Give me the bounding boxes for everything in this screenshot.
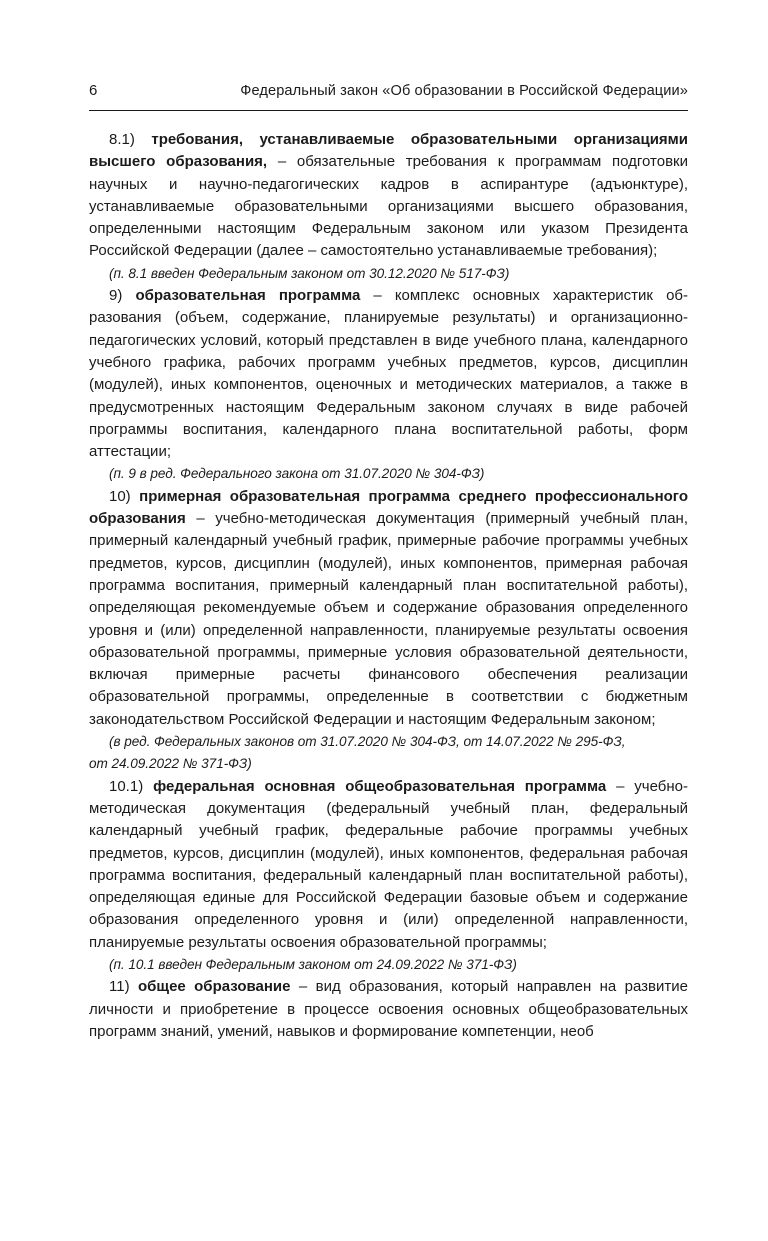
running-title: Федеральный закон «Об образовании в Российской Федерации» [240, 83, 688, 99]
amendment-note-10-line-2: от 24.09.2022 № 371-ФЗ) [89, 756, 252, 772]
item-number-9: 9) [109, 287, 123, 305]
item-term-8-1: требования, устанавливаемые образовательными организациями высшего образования, [89, 131, 689, 171]
paragraph-item-10-1 [89, 776, 688, 954]
paragraph-item-11 [89, 976, 688, 1043]
paragraph-item-9 [89, 285, 688, 463]
text-column [89, 129, 688, 1043]
item-number-10: 10) [109, 487, 131, 505]
item-definition-10: – учебно-методическая документация (примерный учебный план, примерный календарный учебный график, примерные рабочие программы учебных предметов, курсов, дисциплин (модулей), иных компонентов, примерная рабочая программа воспитания, примерный календарный план воспитательной работы), определяющая рекомендуемые объем и содержание образования определенного уровня и (или) определенной направленности, планируемые результаты освоения образовательной программы, примерные условия образовательной деятельности, включая примерные расчеты финансового обеспечения реализации образовательной программы, определенные в соответствии с бюджетным законодательством Российской Федерации и настоящим Федеральным законом; [89, 510, 688, 728]
item-number-11: 11) [109, 978, 130, 996]
amendment-note-8-1: (п. 8.1 введен Федеральным законом от 30.12.2020 № 517-ФЗ) [109, 265, 510, 281]
item-term-9: образовательная программа [135, 287, 361, 305]
item-term-11: общее образование [137, 978, 291, 996]
paragraph-item-10 [89, 486, 688, 731]
item-definition-9: – комплекс основных характеристик образования (объем, содержание, планируемые результаты) и организационно-педагогических условий, который представлен в виде учебного плана, календарного учебного графика, рабочих программ учебных предметов, курсов, дисциплин (модулей), иных компонентов, оценочных и методических материалов, а также в предусмотренных настоящим Федеральным законом случаях в виде рабочей программы воспитания, календарного плана воспитательной работы, форм аттестации; [89, 287, 689, 461]
item-term-10-1: федеральная основная общеобразовательная программа [153, 777, 607, 795]
item-definition-11: – вид образования, который направлен на развитие личности и приобретение в процессе освоения основных общеобразовательных программ знаний, умений, навыков и формирование компетенции, необ [89, 978, 688, 1040]
amendment-note-9: (п. 9 в ред. Федерального закона от 31.07.2020 № 304-ФЗ) [109, 466, 485, 482]
page-number: 6 [89, 82, 98, 99]
item-number-8-1: 8.1) [109, 131, 135, 148]
item-number-10-1: 10.1) [109, 777, 144, 795]
item-definition-10-1: – учебно-методическая документация (федеральный учебный план, федеральный календарный учебный график, федеральные рабочие программы учебных предметов, курсов, дисциплин (модулей), иных компонентов, федеральная рабочая программа воспитания, федеральный календарный план воспитательной работы), определяющая единые для Российской Федерации базовые объем и содержание образования определенного уровня и (или) определенной направленности, планируемые результаты освоения образовательной программы; [89, 777, 689, 951]
paragraph-item-8-1 [89, 129, 688, 263]
amendment-note-10-line-1: (в ред. Федеральных законов от 31.07.2020 № 304-ФЗ, от 14.07.2022 № 295-ФЗ, [109, 734, 626, 750]
item-definition-8-1: – обязательные требования к программам подготовки научных и научно-педагогических кадров в аспирантуре (адъюнктуре), устанавливаемые образовательными организациями высшего образования, определенными настоящим Федеральным законом или указом Президента Российской Федерации (далее – самостоятельно устанавливаемые требования); [89, 153, 688, 260]
header-rule-divider [89, 110, 688, 111]
running-head [89, 82, 688, 99]
item-term-10: примерная образовательная программа среднего профессионального образования [89, 487, 689, 528]
amendment-note-10-1: (п. 10.1 введен Федеральным законом от 24.09.2022 № 371-ФЗ) [109, 956, 517, 972]
